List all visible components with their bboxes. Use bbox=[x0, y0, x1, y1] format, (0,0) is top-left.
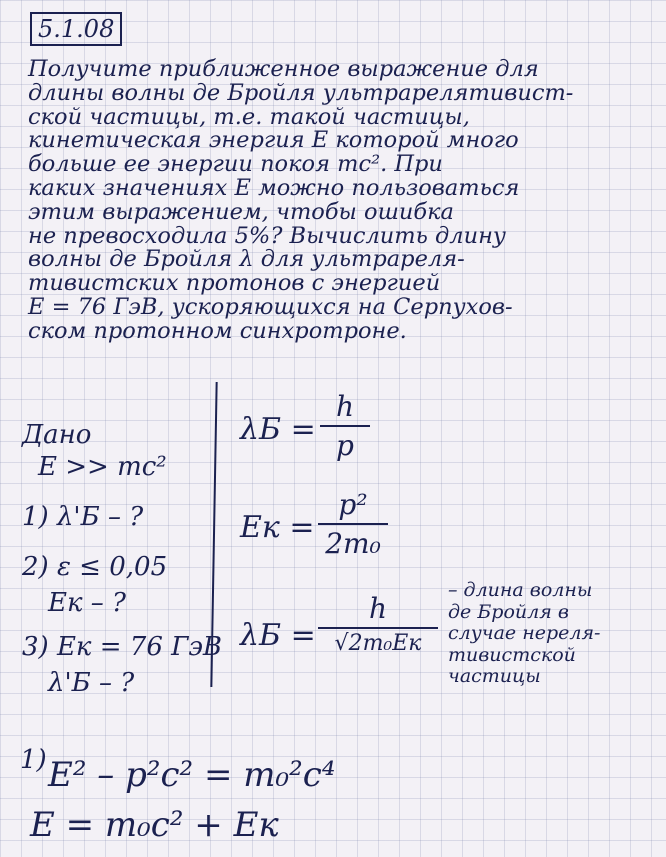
problem-line: кинетическая энергия E которой много bbox=[28, 127, 519, 154]
question-1: 1) λ'Б – ? bbox=[22, 502, 144, 532]
formula-3-note bbox=[448, 580, 600, 688]
fraction-bar bbox=[318, 627, 438, 629]
problem-line: волны де Бройля λ для ультрареля- bbox=[28, 246, 465, 273]
formula-1-fraction bbox=[320, 390, 370, 462]
given-title: Дано bbox=[22, 420, 92, 450]
formula-3-fraction bbox=[318, 592, 438, 656]
question-2-target: Eк – ? bbox=[48, 588, 126, 618]
question-3-target: λ'Б – ? bbox=[48, 668, 135, 698]
given-condition: E >> mc² bbox=[38, 452, 167, 482]
formula-2-numerator: p² bbox=[338, 488, 368, 521]
problem-number: 5.1.08 bbox=[30, 12, 122, 46]
solution-equation-2: E = m₀c² + Eк bbox=[30, 805, 279, 845]
problem-line: каких значениях E можно пользоваться bbox=[28, 174, 520, 201]
problem-line: ской частицы, т.е. такой частицы, bbox=[28, 103, 470, 130]
problem-line: длины волны де Бройля ультрарелятивист- bbox=[28, 79, 574, 106]
formula-2-lhs: Eк = bbox=[240, 510, 315, 545]
formula-3-denominator: √2m₀Eк bbox=[334, 631, 422, 656]
formula-2-fraction bbox=[318, 488, 388, 560]
note-line: – длина волны bbox=[448, 579, 593, 601]
question-3: 3) Eк = 76 ГэВ bbox=[22, 632, 223, 662]
formula-1-numerator: h bbox=[335, 390, 355, 423]
note-line: частицы bbox=[448, 665, 541, 687]
formula-3-numerator: h bbox=[368, 592, 388, 625]
formula-3-lhs: λБ = bbox=[240, 618, 316, 653]
formula-1-lhs: λБ = bbox=[240, 412, 316, 447]
formula-2-denominator: 2m₀ bbox=[325, 527, 381, 560]
problem-line: этим выражением, чтобы ошибка bbox=[28, 198, 454, 225]
note-line: де Бройля в bbox=[448, 600, 569, 623]
fraction-bar bbox=[320, 425, 370, 427]
problem-line: тивистских протонов с энергией bbox=[28, 270, 441, 297]
problem-line: Получите приближенное выражение для bbox=[28, 56, 539, 82]
problem-line: E = 76 ГэВ, ускоряющихся на Серпухов- bbox=[28, 293, 513, 320]
problem-statement bbox=[28, 58, 658, 344]
problem-line: больше ее энергии покоя mc². При bbox=[28, 151, 443, 178]
question-2: 2) ε ≤ 0,05 bbox=[22, 552, 168, 582]
note-line: тивистской bbox=[448, 643, 576, 666]
problem-line: ском протонном синхротроне. bbox=[28, 317, 407, 344]
fraction-bar bbox=[318, 523, 388, 525]
problem-line: не превосходила 5%? Вычислить длину bbox=[28, 222, 506, 249]
formula-1-denominator: p bbox=[336, 429, 354, 462]
solution-equation-1: E² – p²c² = m₀²c⁴ bbox=[48, 755, 336, 795]
note-line: случае нереля- bbox=[448, 622, 601, 644]
solution-marker: 1) bbox=[20, 745, 47, 775]
